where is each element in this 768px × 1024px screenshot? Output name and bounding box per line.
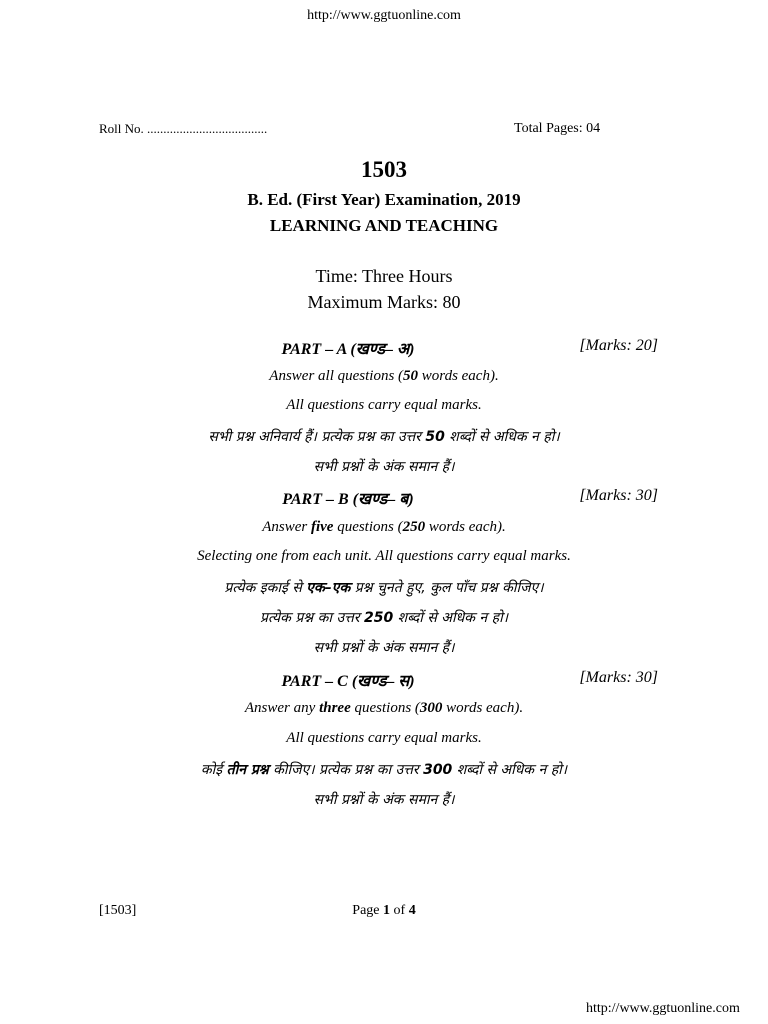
- part-c-hindi-instruction-1: [0, 760, 768, 779]
- part-b-hindi-each: एक–एक: [306, 580, 351, 596]
- page-label: Page: [352, 903, 384, 918]
- part-c-word-limit: 300: [419, 700, 443, 716]
- exam-time: Time: Three Hours: [315, 266, 453, 286]
- part-c-marks: [Marks: 30]: [579, 669, 658, 686]
- part-a-title: PART – A (खण्ड– अ): [281, 341, 415, 358]
- part-b-hindi-instruction-1: [0, 578, 768, 597]
- paper-code: 1503: [361, 157, 407, 182]
- footer-url: http://www.ggtuonline.com: [586, 1001, 740, 1016]
- part-c-hindi1-end: शब्दों से अधिक न हो।: [452, 762, 568, 778]
- maximum-marks: Maximum Marks: 80: [307, 292, 461, 312]
- part-a-hindi1-text: सभी प्रश्न अनिवार्य हैं। प्रत्येक प्रश्न का उत्तर: [208, 429, 426, 445]
- part-c-hindi1-mid: कीजिए। प्रत्येक प्रश्न का उत्तर: [268, 762, 424, 778]
- part-b-instr1-end: words each).: [425, 519, 506, 535]
- part-c-hindi-instruction-2: सभी प्रश्नों के अंक समान हैं।: [313, 792, 455, 808]
- page-total: 4: [408, 903, 416, 918]
- part-c-instr1-end: words each).: [442, 700, 524, 716]
- part-c-question-count: three: [319, 700, 351, 716]
- total-pages: Total Pages: 04: [514, 121, 601, 136]
- part-b-hindi-instruction-3: सभी प्रश्नों के अंक समान हैं।: [313, 640, 455, 656]
- part-b-hindi-word-limit: 250: [364, 610, 394, 626]
- part-a-hindi-word-limit: 50: [425, 429, 445, 445]
- page-of: of: [390, 903, 409, 918]
- part-c-header: [0, 669, 768, 691]
- part-b-header: [0, 487, 768, 509]
- exam-title: B. Ed. (First Year) Examination, 2019: [247, 190, 521, 209]
- subject-title: LEARNING AND TEACHING: [269, 216, 499, 235]
- part-b-instruction-2: Selecting one from each unit. All questions carry equal marks.: [197, 548, 571, 564]
- part-a-instr1-end: words each).: [418, 368, 499, 384]
- part-a-hindi-instruction-1: [0, 427, 768, 446]
- part-b-instruction-1: [0, 519, 768, 536]
- header-url: http://www.ggtuonline.com: [307, 8, 461, 23]
- part-b-hindi2-end: शब्दों से अधिक न हो।: [393, 610, 509, 626]
- part-b-question-count: five: [310, 519, 334, 535]
- part-b-hindi-instruction-2: [0, 608, 768, 627]
- page-number: [0, 903, 768, 919]
- part-c-instr1-mid: questions (: [350, 700, 420, 716]
- part-b-word-limit: 250: [402, 519, 426, 535]
- part-c-instruction-2: All questions carry equal marks.: [286, 730, 482, 746]
- part-b-instr1-text: Answer: [262, 519, 311, 535]
- part-a-hindi1-end: शब्दों से अधिक न हो।: [444, 429, 560, 445]
- part-c-title: PART – C (खण्ड– स): [281, 673, 415, 690]
- part-b-hindi2-text: प्रत्येक प्रश्न का उत्तर: [259, 610, 364, 626]
- part-b-marks: [Marks: 30]: [579, 487, 658, 504]
- part-a-instruction-1: [0, 368, 768, 385]
- part-c-instruction-1: [0, 700, 768, 717]
- footer-paper-code: [1503]: [99, 903, 137, 918]
- part-c-instr1-text: Answer any: [244, 700, 320, 716]
- part-a-marks: [Marks: 20]: [579, 337, 658, 354]
- part-a-hindi-instruction-2: सभी प्रश्नों के अंक समान हैं।: [313, 459, 455, 475]
- roll-number-label: Roll No. .....................................: [99, 121, 268, 136]
- part-b-hindi1-text: प्रत्येक इकाई से: [224, 580, 307, 596]
- part-c-hindi1-text: कोई: [200, 762, 227, 778]
- part-b-title: PART – B (खण्ड– ब): [282, 491, 414, 508]
- part-b-hindi1-end: प्रश्न चुनते हुए, कुल पाँच प्रश्न कीजिए।: [350, 580, 544, 596]
- part-c-hindi-word-limit: 300: [423, 762, 453, 778]
- part-a-instr1-text: Answer all questions (: [269, 368, 404, 384]
- page-current: 1: [383, 903, 391, 918]
- part-a-header: [0, 337, 768, 359]
- part-a-instruction-2: All questions carry equal marks.: [286, 397, 482, 413]
- part-a-word-limit: 50: [403, 368, 419, 384]
- part-b-instr1-mid: questions (: [333, 519, 403, 535]
- part-c-hindi-three-questions: तीन प्रश्न: [226, 762, 269, 778]
